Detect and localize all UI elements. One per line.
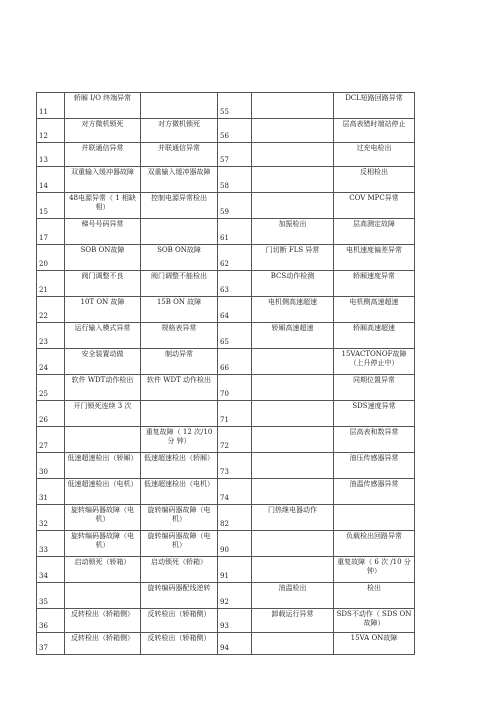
table-row [37,375,415,401]
description-cell: DCL短路回路异常 [334,93,415,119]
description-cell [141,401,218,427]
description-cell: 油温检出 [252,583,334,609]
description-cell: 启动锁死（轿箱） [65,557,141,583]
description-cell: 反转检出（轿箱侧） [65,609,141,633]
description-cell: 电机侧高速超速 [252,297,334,323]
table-row [37,271,415,297]
description-cell [252,143,334,167]
code-cell-left: 35 [37,583,65,609]
table-row [37,557,415,583]
code-cell-right: 82 [218,505,252,531]
description-cell: 油温传感器异常 [334,479,415,505]
description-cell: 重复故障（ 12 次/10 分 钟） [141,427,218,453]
description-cell: 轿厢 I/O 终端异常 [65,93,141,119]
table-row [37,193,415,219]
table-row [37,323,415,349]
description-cell: 启动锁死（轿箱） [141,557,218,583]
code-cell-left: 15 [37,193,65,219]
code-cell-left: 36 [37,609,65,633]
description-cell: 旋转编码器故障（电机） [141,505,218,531]
table-row [37,583,415,609]
table-row [37,167,415,193]
description-cell [334,505,415,531]
description-cell: 48电源异常（ 1 相缺相） [65,193,141,219]
table-row [37,479,415,505]
description-cell [252,401,334,427]
description-cell: 控制电源异常检出 [141,193,218,219]
description-cell [252,375,334,401]
description-cell [252,633,334,655]
description-cell: 卸载运行异常 [252,609,334,633]
description-cell: 对方微机锁死 [65,119,141,143]
description-cell: SOB ON故障 [65,245,141,271]
description-cell: 低速超速检出（电机） [65,479,141,505]
code-cell-right: 71 [218,401,252,427]
description-cell: 并联通信异常 [141,143,218,167]
description-cell: 规格表异常 [141,323,218,349]
description-cell [252,167,334,193]
table-row [37,119,415,143]
description-cell: 层高表错时端站停止 [334,119,415,143]
code-cell-right: 93 [218,609,252,633]
description-cell: COV MPC异常 [334,193,415,219]
table-row [37,143,415,167]
code-cell-right: 90 [218,531,252,557]
description-cell: 制动异常 [141,349,218,375]
code-cell-left: 24 [37,349,65,375]
description-cell: 运行输入模式异常 [65,323,141,349]
code-cell-right: 70 [218,375,252,401]
code-cell-right: 91 [218,557,252,583]
description-cell: 15VA ON故障 [334,633,415,655]
description-cell [141,93,218,119]
description-cell: 对方微机锁死 [141,119,218,143]
description-cell: 层高表和数异常 [334,427,415,453]
code-cell-right: 63 [218,271,252,297]
table-row [37,349,415,375]
code-cell-left: 27 [37,427,65,453]
description-cell: SDS速度异常 [334,401,415,427]
description-cell: 层高测定故障 [334,219,415,245]
description-cell: 并联通信异常 [65,143,141,167]
code-cell-right: 62 [218,245,252,271]
code-cell-left: 32 [37,505,65,531]
description-cell: 轿厢高速超速 [334,323,415,349]
description-cell: SOB ON故障 [141,245,218,271]
description-cell: 梯号号码异常 [65,219,141,245]
description-cell [252,453,334,479]
code-cell-right: 55 [218,93,252,119]
description-cell: 轿厢高速超速 [252,323,334,349]
table-row [37,633,415,655]
code-cell-right: 94 [218,633,252,655]
description-cell: 旋转编码器故障（电机） [141,531,218,557]
table-row [37,219,415,245]
description-cell [252,93,334,119]
code-cell-right: 73 [218,453,252,479]
description-cell [65,427,141,453]
code-cell-left: 14 [37,167,65,193]
description-cell: 旋转编码器故障（电机） [65,531,141,557]
description-cell [252,531,334,557]
code-cell-right: 72 [218,427,252,453]
description-cell: 电机侧高速超速 [334,297,415,323]
description-cell: 双重输入缓冲器故障 [141,167,218,193]
code-cell-right: 58 [218,167,252,193]
code-cell-left: 11 [37,93,65,119]
code-cell-right: 92 [218,583,252,609]
description-cell: 轿厢速度异常 [334,271,415,297]
code-cell-right: 61 [218,219,252,245]
code-cell-left: 25 [37,375,65,401]
table-row [37,93,415,119]
description-cell: 反转检出（轿箱侧） [65,633,141,655]
description-cell: 重复故障（ 6 次 /10 分钟） [334,557,415,583]
table-row [37,505,415,531]
description-cell: 10T ON 故障 [65,297,141,323]
table-row [37,453,415,479]
code-cell-left: 26 [37,401,65,427]
description-cell: SDS不动作（ SDS ON故障） [334,609,415,633]
description-cell [252,349,334,375]
code-cell-left: 22 [37,297,65,323]
description-cell: 低速超速检出（轿厢） [141,453,218,479]
table-row [37,297,415,323]
code-cell-left: 34 [37,557,65,583]
description-cell: 门切断 FLS 异常 [252,245,334,271]
description-cell: 低速超速检出（电机） [141,479,218,505]
description-cell: 加振检出 [252,219,334,245]
description-cell [65,583,141,609]
description-cell [252,427,334,453]
code-cell-left: 33 [37,531,65,557]
table-row [37,609,415,633]
code-cell-right: 57 [218,143,252,167]
table-row [37,531,415,557]
description-cell: 安全装置动做 [65,349,141,375]
code-cell-left: 20 [37,245,65,271]
table-row [37,427,415,453]
description-cell: 电机速度偏差异常 [334,245,415,271]
description-cell: BCS动作检测 [252,271,334,297]
description-cell: 反相检出 [334,167,415,193]
description-cell: 低速超速检出（轿厢） [65,453,141,479]
code-cell-right: 59 [218,193,252,219]
description-cell [252,557,334,583]
code-cell-left: 17 [37,219,65,245]
code-cell-right: 66 [218,349,252,375]
description-cell [252,479,334,505]
code-cell-left: 31 [37,479,65,505]
description-cell: 开门锁死连续 3 次 [65,401,141,427]
code-cell-right: 64 [218,297,252,323]
description-cell [252,193,334,219]
description-cell: 软件 WDT 动作检出 [141,375,218,401]
table-body [37,93,415,655]
description-cell: 阀门调整不能检出 [141,271,218,297]
table-row [37,401,415,427]
description-cell: 15VACTONOF故障（上升停止中） [334,349,415,375]
description-cell: 阀门调整不良 [65,271,141,297]
description-cell: 旋转编码器配线逆转 [141,583,218,609]
description-cell: 同期位置异常 [334,375,415,401]
error-code-table [36,92,415,655]
description-cell: 负载检出回路异常 [334,531,415,557]
description-cell [141,219,218,245]
description-cell: 门热继电器动作 [252,505,334,531]
code-cell-left: 23 [37,323,65,349]
description-cell: 反转检出（轿箱侧） [141,633,218,655]
code-cell-right: 65 [218,323,252,349]
description-cell: 旋转编码器故障（电机） [65,505,141,531]
description-cell: 过充电检出 [334,143,415,167]
code-cell-left: 21 [37,271,65,297]
code-cell-right: 74 [218,479,252,505]
code-cell-left: 37 [37,633,65,655]
code-cell-left: 13 [37,143,65,167]
code-cell-left: 12 [37,119,65,143]
description-cell: 检出 [334,583,415,609]
description-cell: 油压传感器异常 [334,453,415,479]
code-cell-right: 56 [218,119,252,143]
code-cell-left: 30 [37,453,65,479]
description-cell: 双重输入缓冲器故障 [65,167,141,193]
table-row [37,245,415,271]
description-cell: 反转检出（轿箱侧） [141,609,218,633]
description-cell: 软件 WDT动作检出 [65,375,141,401]
description-cell [252,119,334,143]
description-cell: 15B ON 故障 [141,297,218,323]
